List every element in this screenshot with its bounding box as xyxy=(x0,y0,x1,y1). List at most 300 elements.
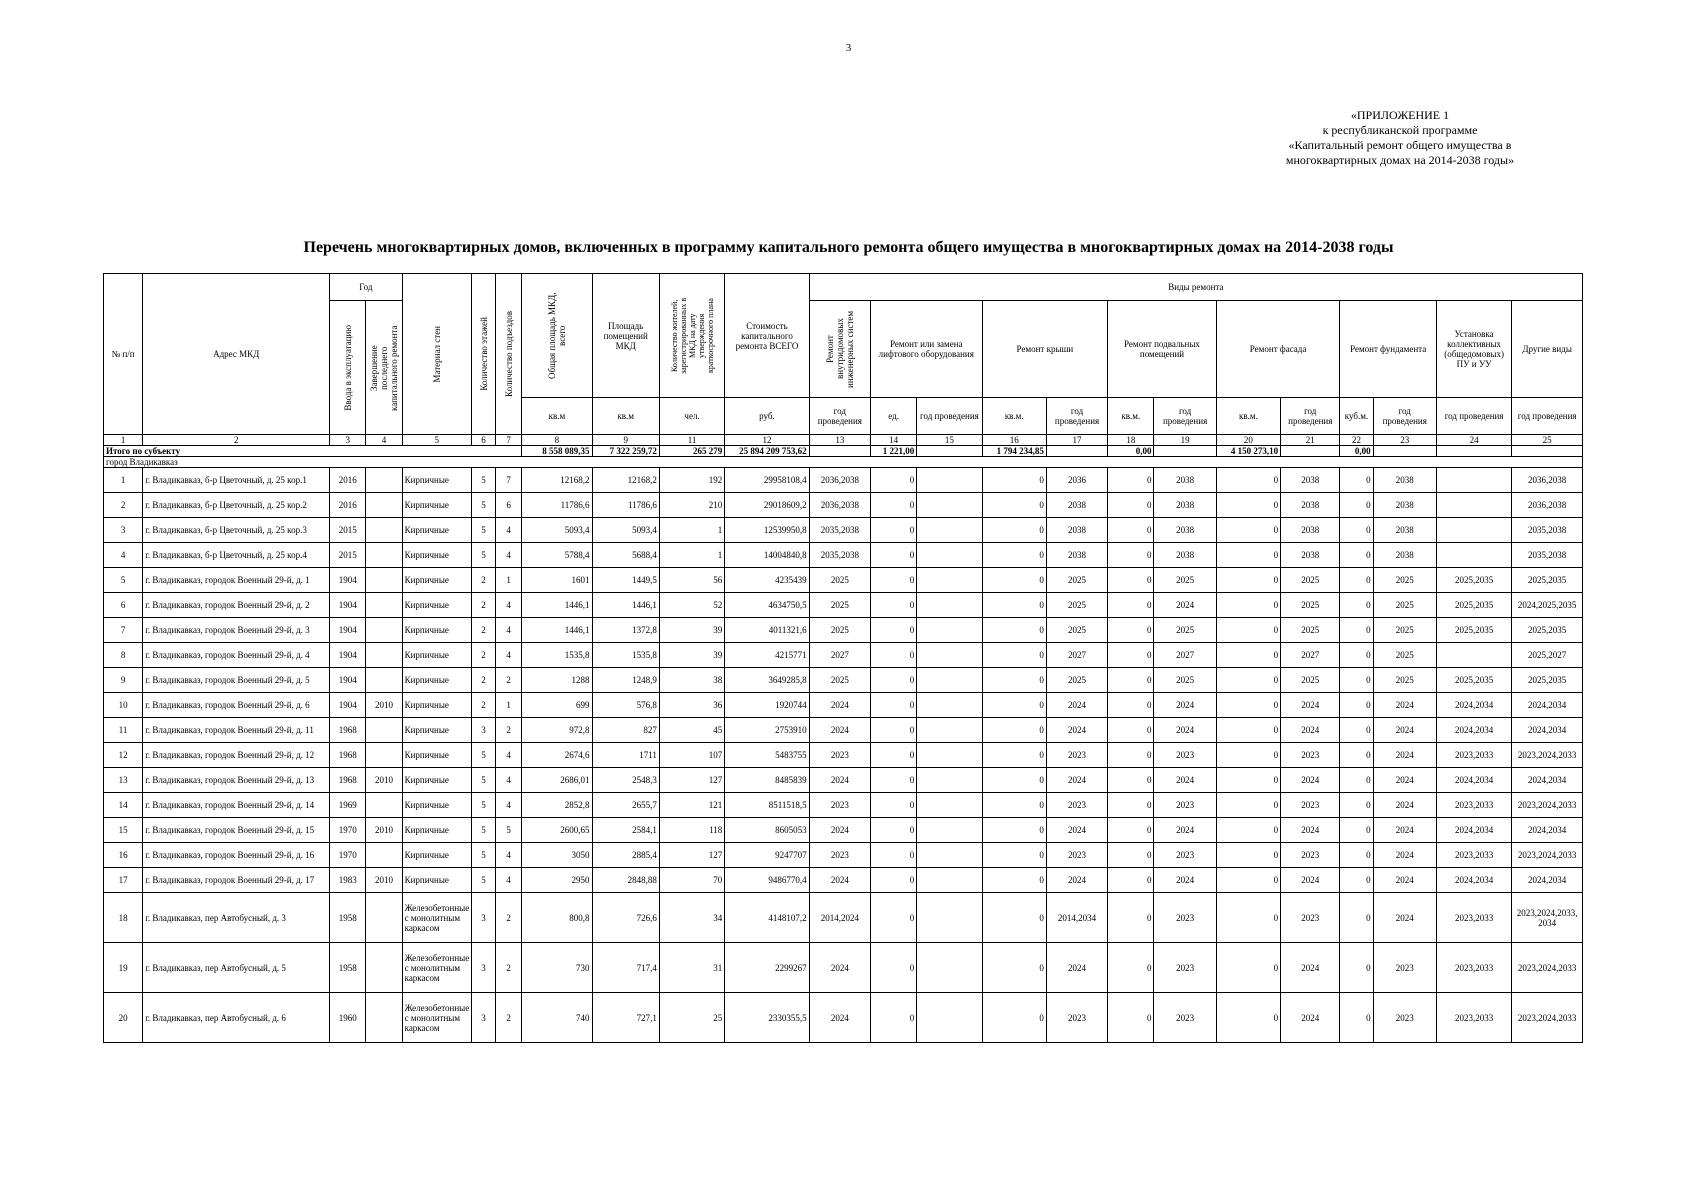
facade-year-cell: 2023 xyxy=(1281,793,1340,818)
floors-cell: 2 xyxy=(471,568,495,593)
meters-year-cell: 2023,2033 xyxy=(1436,993,1511,1043)
last-repair-year-cell xyxy=(366,593,402,618)
facade-year-cell: 2038 xyxy=(1281,543,1340,568)
total-area-cell: 2600,65 xyxy=(522,818,592,843)
header-num: № п/п xyxy=(104,274,143,435)
elevator-units-cell: 0 xyxy=(870,693,916,718)
foundation-year-cell: 2024 xyxy=(1373,818,1436,843)
basement-area-cell: 0 xyxy=(1108,668,1154,693)
floors-cell: 3 xyxy=(471,943,495,993)
facade-year-cell: 2024 xyxy=(1281,868,1340,893)
wall-material-cell: Кирпичные xyxy=(402,693,471,718)
foundation-volume-cell: 0 xyxy=(1340,868,1373,893)
table-row xyxy=(104,643,1583,668)
roof-year-cell: 2025 xyxy=(1046,568,1107,593)
foundation-year-cell: 2024 xyxy=(1373,743,1436,768)
address-cell: г. Владикавказ, пер Автобусный, д. 5 xyxy=(143,943,330,993)
row-number-cell: 12 xyxy=(104,743,143,768)
header-engineering xyxy=(809,301,870,398)
engineering-year-cell: 2014,2024 xyxy=(809,893,870,943)
elevator-units-cell: 0 xyxy=(870,843,916,868)
commission-year-cell: 1904 xyxy=(330,568,366,593)
engineering-year-cell: 2035,2038 xyxy=(809,543,870,568)
roof-year-cell: 2024 xyxy=(1046,818,1107,843)
other-year-cell: 2024,2025,2035 xyxy=(1512,593,1583,618)
totals-cell xyxy=(1154,446,1216,457)
table-row xyxy=(104,893,1583,943)
facade-year-cell: 2025 xyxy=(1281,668,1340,693)
engineering-year-cell: 2024 xyxy=(809,818,870,843)
unit-total-area: кв.м xyxy=(522,398,592,435)
floors-cell: 5 xyxy=(471,818,495,843)
premises-area-cell: 1535,8 xyxy=(592,643,659,668)
roof-year-cell: 2024 xyxy=(1046,768,1107,793)
roof-year-cell: 2027 xyxy=(1046,643,1107,668)
table-row xyxy=(104,693,1583,718)
floors-cell: 5 xyxy=(471,518,495,543)
total-area-cell: 1601 xyxy=(522,568,592,593)
basement-area-cell: 0 xyxy=(1108,493,1154,518)
meters-year-cell: 2024,2034 xyxy=(1436,718,1511,743)
residents-cell: 45 xyxy=(659,718,724,743)
premises-area-cell: 5093,4 xyxy=(592,518,659,543)
commission-year-cell: 1970 xyxy=(330,818,366,843)
address-cell: г. Владикавказ, городок Военный 29-й, д. 4 xyxy=(143,643,330,668)
meters-year-cell xyxy=(1436,493,1511,518)
address-cell: г. Владикавказ, пер Автобусный, д. 3 xyxy=(143,893,330,943)
meters-year-cell xyxy=(1436,468,1511,493)
totals-cell xyxy=(809,446,870,457)
buildings-table xyxy=(103,273,1583,1043)
residents-cell: 38 xyxy=(659,668,724,693)
unit-elevator-units: ед. xyxy=(870,398,916,435)
total-area-cell: 5093,4 xyxy=(522,518,592,543)
row-number-cell: 10 xyxy=(104,693,143,718)
header-repair-types: Виды ремонта xyxy=(809,274,1582,301)
entrances-cell: 2 xyxy=(496,993,522,1043)
basement-area-cell: 0 xyxy=(1108,568,1154,593)
commission-year-cell: 1969 xyxy=(330,793,366,818)
residents-cell: 127 xyxy=(659,768,724,793)
header-year-last-repair-text: Завершение последнего капитального ремонта xyxy=(368,324,399,411)
premises-area-cell: 1711 xyxy=(592,743,659,768)
basement-area-cell: 0 xyxy=(1108,468,1154,493)
basement-year-cell: 2023 xyxy=(1154,793,1216,818)
floors-cell: 2 xyxy=(471,668,495,693)
residents-cell: 1 xyxy=(659,543,724,568)
table-header xyxy=(104,274,1583,446)
row-number-cell: 13 xyxy=(104,768,143,793)
cost-cell: 4148107,2 xyxy=(725,893,809,943)
roof-year-cell: 2024 xyxy=(1046,718,1107,743)
roof-area-cell: 0 xyxy=(982,843,1046,868)
floors-cell: 5 xyxy=(471,843,495,868)
basement-year-cell: 2025 xyxy=(1154,618,1216,643)
unit-engineering-year: год проведения xyxy=(809,398,870,435)
entrances-cell: 6 xyxy=(496,493,522,518)
elevator-units-cell: 0 xyxy=(870,643,916,668)
table-row xyxy=(104,868,1583,893)
basement-area-cell: 0 xyxy=(1108,868,1154,893)
foundation-volume-cell: 0 xyxy=(1340,793,1373,818)
commission-year-cell: 1904 xyxy=(330,593,366,618)
wall-material-cell: Кирпичные xyxy=(402,718,471,743)
entrances-cell: 2 xyxy=(496,893,522,943)
totals-total-area: 8 558 089,35 xyxy=(522,446,592,457)
cost-cell: 1920744 xyxy=(725,693,809,718)
last-repair-year-cell: 2010 xyxy=(366,868,402,893)
roof-year-cell: 2024 xyxy=(1046,693,1107,718)
table-row xyxy=(104,718,1583,743)
roof-area-cell: 0 xyxy=(982,868,1046,893)
facade-year-cell: 2025 xyxy=(1281,593,1340,618)
elevator-units-cell: 0 xyxy=(870,468,916,493)
wall-material-cell: Кирпичные xyxy=(402,518,471,543)
header-elevator: Ремонт или замена лифтового оборудования xyxy=(870,301,982,398)
basement-year-cell: 2024 xyxy=(1154,693,1216,718)
commission-year-cell: 1968 xyxy=(330,718,366,743)
foundation-year-cell: 2038 xyxy=(1373,493,1436,518)
roof-area-cell: 0 xyxy=(982,468,1046,493)
floors-cell: 5 xyxy=(471,493,495,518)
document-title: Перечень многоквартирных домов, включенных в программу капитального ремонта общего имущества в многоквартирных домах на 2014-2038 годы xyxy=(303,239,1394,256)
floors-cell: 3 xyxy=(471,993,495,1043)
facade-area-cell: 0 xyxy=(1216,468,1280,493)
premises-area-cell: 717,4 xyxy=(592,943,659,993)
total-area-cell: 2852,8 xyxy=(522,793,592,818)
commission-year-cell: 1983 xyxy=(330,868,366,893)
cost-cell: 4235439 xyxy=(725,568,809,593)
foundation-volume-cell: 0 xyxy=(1340,618,1373,643)
row-number-cell: 16 xyxy=(104,843,143,868)
basement-year-cell: 2024 xyxy=(1154,868,1216,893)
unit-basement-year: год проведения xyxy=(1154,398,1216,435)
unit-elevator-year: год проведения xyxy=(917,398,982,435)
foundation-year-cell: 2024 xyxy=(1373,868,1436,893)
table-row xyxy=(104,818,1583,843)
premises-area-cell: 2848,88 xyxy=(592,868,659,893)
foundation-volume-cell: 0 xyxy=(1340,993,1373,1043)
wall-material-cell: Кирпичные xyxy=(402,668,471,693)
entrances-cell: 1 xyxy=(496,568,522,593)
total-area-cell: 11786,6 xyxy=(522,493,592,518)
commission-year-cell: 1968 xyxy=(330,743,366,768)
commission-year-cell: 1958 xyxy=(330,943,366,993)
roof-area-cell: 0 xyxy=(982,993,1046,1043)
entrances-cell: 2 xyxy=(496,718,522,743)
header-year-group: Год xyxy=(330,274,402,301)
cost-cell: 8605053 xyxy=(725,818,809,843)
other-year-cell: 2023,2024,2033 xyxy=(1512,993,1583,1043)
foundation-volume-cell: 0 xyxy=(1340,593,1373,618)
roof-area-cell: 0 xyxy=(982,543,1046,568)
engineering-year-cell: 2025 xyxy=(809,618,870,643)
page-number: 3 xyxy=(845,42,852,54)
entrances-cell: 4 xyxy=(496,618,522,643)
elevator-year-cell xyxy=(917,593,982,618)
last-repair-year-cell xyxy=(366,668,402,693)
total-area-cell: 3050 xyxy=(522,843,592,868)
facade-year-cell: 2024 xyxy=(1281,718,1340,743)
premises-area-cell: 726,6 xyxy=(592,893,659,943)
roof-year-cell: 2025 xyxy=(1046,593,1107,618)
unit-roof-area: кв.м. xyxy=(982,398,1046,435)
cost-cell: 29958108,4 xyxy=(725,468,809,493)
table-row xyxy=(104,493,1583,518)
commission-year-cell: 1904 xyxy=(330,618,366,643)
commission-year-cell: 2016 xyxy=(330,468,366,493)
last-repair-year-cell xyxy=(366,643,402,668)
premises-area-cell: 2655,7 xyxy=(592,793,659,818)
column-number: 4 xyxy=(366,435,402,446)
cost-cell: 9486770,4 xyxy=(725,868,809,893)
basement-year-cell: 2038 xyxy=(1154,518,1216,543)
header-entrances xyxy=(496,274,522,435)
roof-area-cell: 0 xyxy=(982,818,1046,843)
foundation-year-cell: 2025 xyxy=(1373,668,1436,693)
floors-cell: 5 xyxy=(471,793,495,818)
floors-cell: 5 xyxy=(471,468,495,493)
row-number-cell: 14 xyxy=(104,793,143,818)
header-premises-area: Площадь помещений МКД xyxy=(592,274,659,398)
row-number-cell: 18 xyxy=(104,893,143,943)
facade-year-cell: 2023 xyxy=(1281,843,1340,868)
address-cell: г. Владикавказ, городок Военный 29-й, д. 17 xyxy=(143,868,330,893)
header-other: Другие виды xyxy=(1512,301,1583,398)
residents-cell: 192 xyxy=(659,468,724,493)
premises-area-cell: 827 xyxy=(592,718,659,743)
column-number: 1 xyxy=(104,435,143,446)
entrances-cell: 4 xyxy=(496,593,522,618)
other-year-cell: 2024,2034 xyxy=(1512,693,1583,718)
total-area-cell: 1446,1 xyxy=(522,593,592,618)
floors-cell: 5 xyxy=(471,768,495,793)
header-engineering-text: Ремонт внутридомовых инженерных систем xyxy=(824,310,855,388)
unit-basement-area: кв.м. xyxy=(1108,398,1154,435)
wall-material-cell: Кирпичные xyxy=(402,543,471,568)
elevator-year-cell xyxy=(917,718,982,743)
meters-year-cell xyxy=(1436,518,1511,543)
total-area-cell: 740 xyxy=(522,993,592,1043)
column-number: 2 xyxy=(143,435,330,446)
appendix-line: многоквартирных домах на 2014-2038 годы» xyxy=(1285,153,1515,167)
totals-cell xyxy=(1512,446,1583,457)
column-number: 3 xyxy=(330,435,366,446)
total-area-cell: 1288 xyxy=(522,668,592,693)
meters-year-cell: 2024,2034 xyxy=(1436,768,1511,793)
last-repair-year-cell xyxy=(366,568,402,593)
column-number: 22 xyxy=(1340,435,1373,446)
roof-year-cell: 2038 xyxy=(1046,543,1107,568)
engineering-year-cell: 2024 xyxy=(809,868,870,893)
roof-area-cell: 0 xyxy=(982,643,1046,668)
foundation-volume-cell: 0 xyxy=(1340,843,1373,868)
floors-cell: 2 xyxy=(471,643,495,668)
basement-area-cell: 0 xyxy=(1108,743,1154,768)
facade-year-cell: 2038 xyxy=(1281,493,1340,518)
city-label: город Владикавказ xyxy=(104,457,1583,468)
roof-year-cell: 2025 xyxy=(1046,618,1107,643)
column-number: 9 xyxy=(592,435,659,446)
totals-cell xyxy=(1046,446,1107,457)
roof-area-cell: 0 xyxy=(982,793,1046,818)
premises-area-cell: 12168,2 xyxy=(592,468,659,493)
row-number-cell: 4 xyxy=(104,543,143,568)
last-repair-year-cell xyxy=(366,793,402,818)
foundation-volume-cell: 0 xyxy=(1340,518,1373,543)
residents-cell: 107 xyxy=(659,743,724,768)
basement-year-cell: 2038 xyxy=(1154,493,1216,518)
foundation-year-cell: 2025 xyxy=(1373,618,1436,643)
foundation-volume-cell: 0 xyxy=(1340,893,1373,943)
foundation-year-cell: 2025 xyxy=(1373,643,1436,668)
column-number: 19 xyxy=(1154,435,1216,446)
last-repair-year-cell: 2010 xyxy=(366,693,402,718)
basement-area-cell: 0 xyxy=(1108,693,1154,718)
column-number: 20 xyxy=(1216,435,1280,446)
totals-cell xyxy=(917,446,982,457)
wall-material-cell: Железобетонные с монолитным каркасом xyxy=(402,943,471,993)
last-repair-year-cell xyxy=(366,718,402,743)
foundation-year-cell: 2025 xyxy=(1373,593,1436,618)
other-year-cell: 2024,2034 xyxy=(1512,718,1583,743)
residents-cell: 36 xyxy=(659,693,724,718)
column-numbers-row xyxy=(104,435,1583,446)
basement-year-cell: 2038 xyxy=(1154,468,1216,493)
total-area-cell: 2686,01 xyxy=(522,768,592,793)
other-year-cell: 2025,2035 xyxy=(1512,568,1583,593)
other-year-cell: 2023,2024,2033, 2034 xyxy=(1512,893,1583,943)
table-row xyxy=(104,843,1583,868)
facade-area-cell: 0 xyxy=(1216,893,1280,943)
basement-area-cell: 0 xyxy=(1108,993,1154,1043)
entrances-cell: 4 xyxy=(496,643,522,668)
last-repair-year-cell xyxy=(366,493,402,518)
floors-cell: 5 xyxy=(471,543,495,568)
table-row xyxy=(104,768,1583,793)
totals-basement-area: 0,00 xyxy=(1108,446,1154,457)
entrances-cell: 4 xyxy=(496,793,522,818)
other-year-cell: 2025,2035 xyxy=(1512,668,1583,693)
elevator-units-cell: 0 xyxy=(870,618,916,643)
facade-area-cell: 0 xyxy=(1216,643,1280,668)
meters-year-cell: 2024,2034 xyxy=(1436,693,1511,718)
floors-cell: 5 xyxy=(471,868,495,893)
facade-year-cell: 2038 xyxy=(1281,468,1340,493)
table-row xyxy=(104,743,1583,768)
other-year-cell: 2036,2038 xyxy=(1512,468,1583,493)
engineering-year-cell: 2024 xyxy=(809,693,870,718)
row-number-cell: 9 xyxy=(104,668,143,693)
elevator-year-cell xyxy=(917,768,982,793)
table-body xyxy=(104,446,1583,1043)
elevator-units-cell: 0 xyxy=(870,493,916,518)
appendix-line: «Капитальный ремонт общего имущества в xyxy=(1288,138,1512,152)
address-cell: г. Владикавказ, городок Военный 29-й, д. 6 xyxy=(143,693,330,718)
table-row xyxy=(104,618,1583,643)
row-number-cell: 1 xyxy=(104,468,143,493)
basement-year-cell: 2023 xyxy=(1154,893,1216,943)
roof-year-cell: 2024 xyxy=(1046,943,1107,993)
engineering-year-cell: 2024 xyxy=(809,943,870,993)
cost-cell: 3649285,8 xyxy=(725,668,809,693)
header-wall-material xyxy=(402,274,471,435)
unit-facade-year: год проведения xyxy=(1281,398,1340,435)
other-year-cell: 2023,2024,2033 xyxy=(1512,743,1583,768)
column-number: 18 xyxy=(1108,435,1154,446)
last-repair-year-cell xyxy=(366,743,402,768)
totals-facade-area: 4 150 273,10 xyxy=(1216,446,1280,457)
elevator-year-cell xyxy=(917,493,982,518)
address-cell: г. Владикавказ, б-р Цветочный, д. 25 кор.4 xyxy=(143,543,330,568)
basement-year-cell: 2023 xyxy=(1154,943,1216,993)
unit-foundation-volume: куб.м. xyxy=(1340,398,1373,435)
elevator-year-cell xyxy=(917,543,982,568)
address-cell: г. Владикавказ, б-р Цветочный, д. 25 кор.1 xyxy=(143,468,330,493)
header-residents xyxy=(659,274,724,398)
entrances-cell: 1 xyxy=(496,693,522,718)
wall-material-cell: Кирпичные xyxy=(402,493,471,518)
table-row xyxy=(104,993,1583,1043)
elevator-units-cell: 0 xyxy=(870,668,916,693)
commission-year-cell: 2015 xyxy=(330,543,366,568)
column-number: 17 xyxy=(1046,435,1107,446)
header-total-area xyxy=(522,274,592,398)
header-year-last-repair xyxy=(366,301,402,435)
basement-area-cell: 0 xyxy=(1108,893,1154,943)
wall-material-cell: Железобетонные с монолитным каркасом xyxy=(402,993,471,1043)
totals-label: Итого по субъекту xyxy=(104,446,522,457)
meters-year-cell: 2025,2035 xyxy=(1436,568,1511,593)
residents-cell: 70 xyxy=(659,868,724,893)
facade-year-cell: 2024 xyxy=(1281,768,1340,793)
cost-cell: 4634750,5 xyxy=(725,593,809,618)
basement-year-cell: 2038 xyxy=(1154,543,1216,568)
floors-cell: 2 xyxy=(471,593,495,618)
entrances-cell: 7 xyxy=(496,468,522,493)
row-number-cell: 2 xyxy=(104,493,143,518)
elevator-year-cell xyxy=(917,943,982,993)
meters-year-cell: 2025,2035 xyxy=(1436,593,1511,618)
basement-area-cell: 0 xyxy=(1108,518,1154,543)
facade-year-cell: 2025 xyxy=(1281,568,1340,593)
residents-cell: 1 xyxy=(659,518,724,543)
address-cell: г. Владикавказ, городок Военный 29-й, д. 11 xyxy=(143,718,330,743)
other-year-cell: 2023,2024,2033 xyxy=(1512,843,1583,868)
roof-year-cell: 2023 xyxy=(1046,993,1107,1043)
address-cell: г. Владикавказ, городок Военный 29-й, д. 12 xyxy=(143,743,330,768)
header-basement: Ремонт подвальных помещений xyxy=(1108,301,1217,398)
entrances-cell: 4 xyxy=(496,518,522,543)
entrances-cell: 5 xyxy=(496,818,522,843)
commission-year-cell: 1970 xyxy=(330,843,366,868)
unit-other-year: год проведения xyxy=(1512,398,1583,435)
engineering-year-cell: 2024 xyxy=(809,768,870,793)
facade-year-cell: 2023 xyxy=(1281,893,1340,943)
total-area-cell: 972,8 xyxy=(522,718,592,743)
last-repair-year-cell xyxy=(366,543,402,568)
facade-area-cell: 0 xyxy=(1216,518,1280,543)
facade-area-cell: 0 xyxy=(1216,768,1280,793)
roof-area-cell: 0 xyxy=(982,768,1046,793)
foundation-year-cell: 2038 xyxy=(1373,468,1436,493)
address-cell: г. Владикавказ, б-р Цветочный, д. 25 кор.3 xyxy=(143,518,330,543)
row-number-cell: 19 xyxy=(104,943,143,993)
unit-meters-year: год проведения xyxy=(1436,398,1511,435)
foundation-year-cell: 2024 xyxy=(1373,893,1436,943)
totals-roof-area: 1 794 234,85 xyxy=(982,446,1046,457)
wall-material-cell: Кирпичные xyxy=(402,793,471,818)
